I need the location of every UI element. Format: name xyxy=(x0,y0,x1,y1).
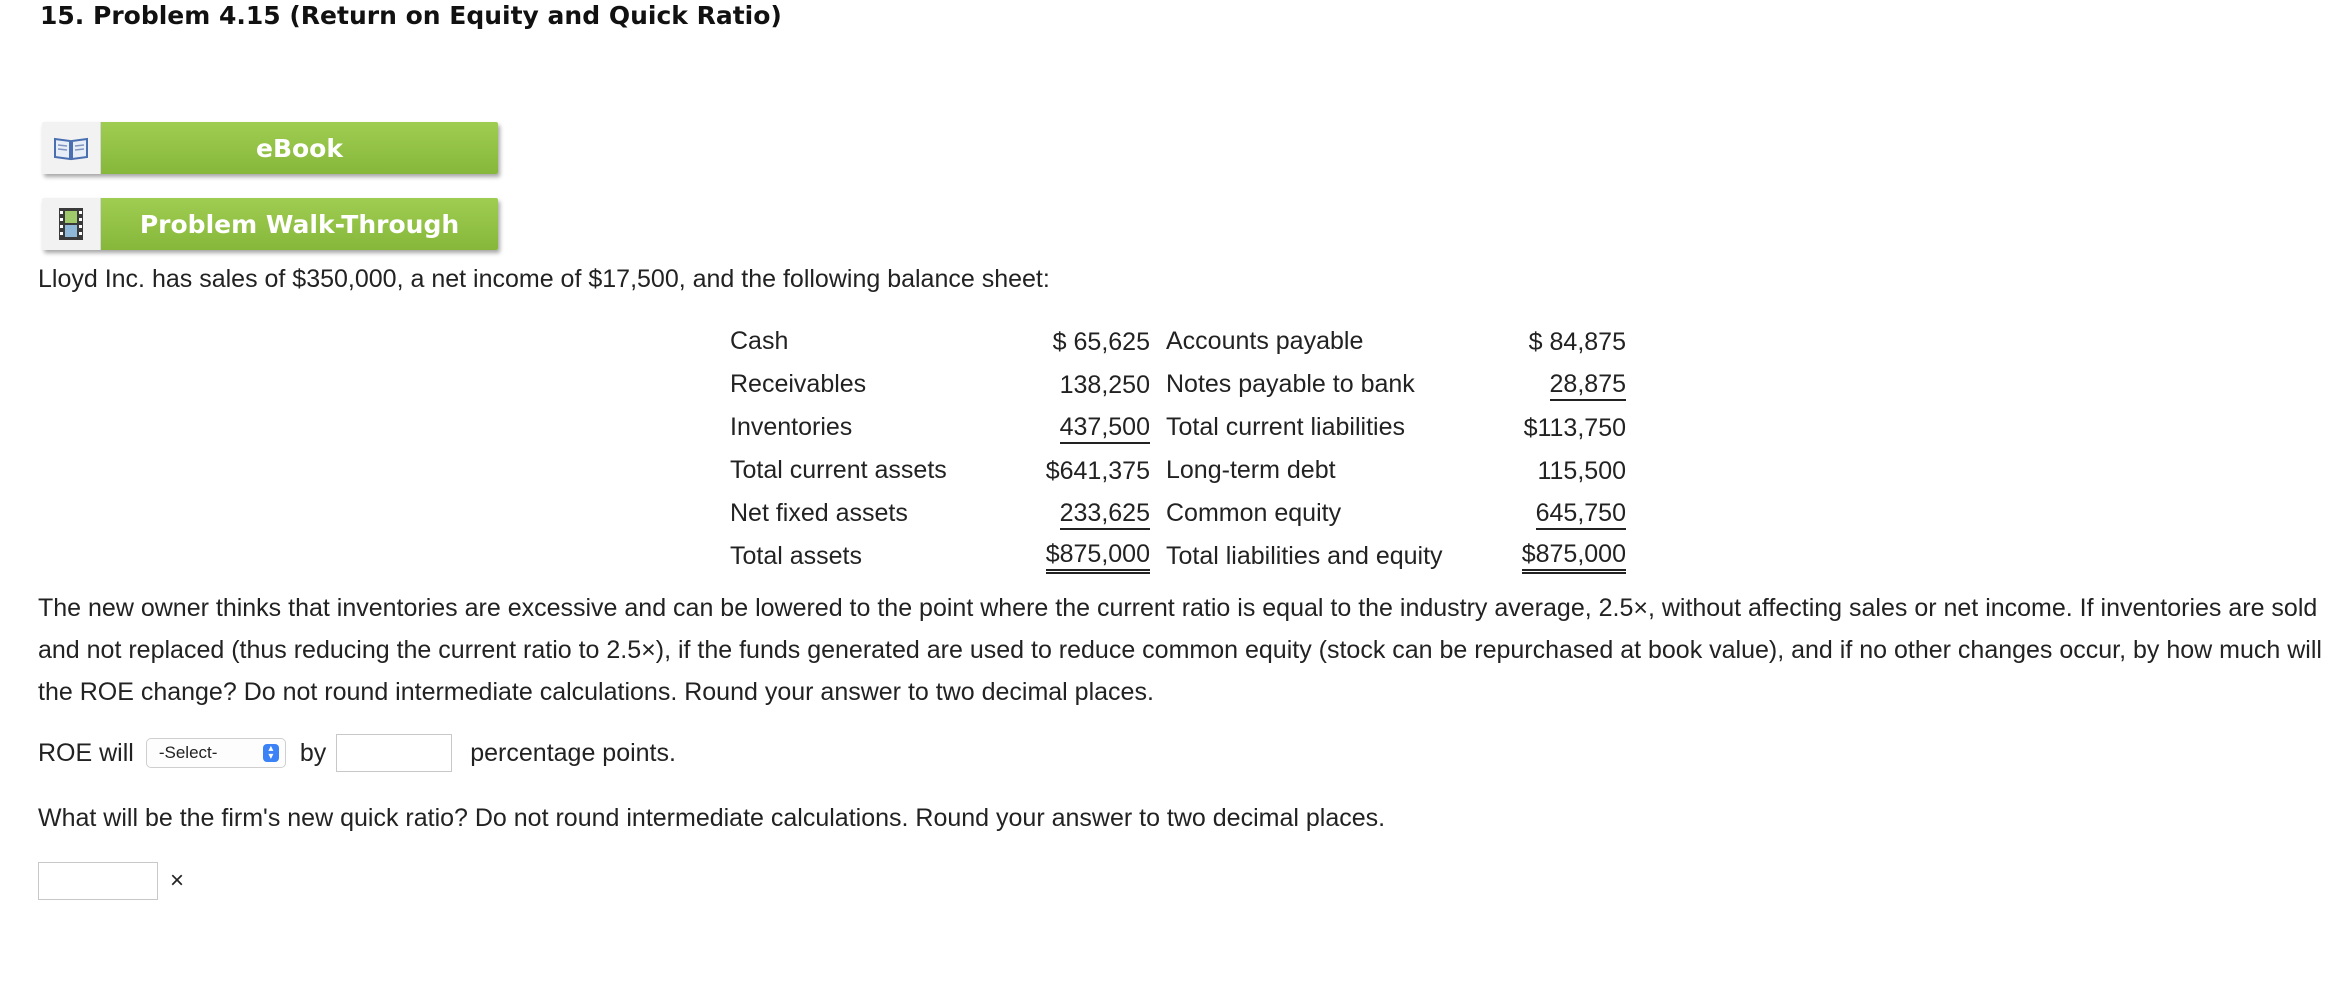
roe-by-label: by xyxy=(299,738,327,767)
intro-text: Lloyd Inc. has sales of $350,000, a net income of $17,500, and the following balance sheet: xyxy=(38,265,1050,293)
liability-label: Total current liabilities xyxy=(1166,413,1405,441)
liability-value: 28,875 xyxy=(1550,369,1626,401)
liability-label: Common equity xyxy=(1166,499,1342,527)
balance-sheet-row xyxy=(720,363,1634,406)
asset-label: Total current assets xyxy=(730,456,947,484)
roe-direction-select[interactable] xyxy=(146,738,286,768)
roe-answer-row xyxy=(38,733,676,773)
asset-value: $641,375 xyxy=(1045,456,1150,485)
quick-ratio-input[interactable] xyxy=(38,862,158,900)
ebook-button[interactable] xyxy=(42,122,498,174)
balance-sheet-row xyxy=(720,320,1634,363)
liability-value: 115,500 xyxy=(1537,456,1626,485)
walkthrough-button[interactable] xyxy=(42,198,498,250)
problem-title: 15. Problem 4.15 (Return on Equity and Quick Ratio) xyxy=(40,1,782,30)
asset-value: 437,500 xyxy=(1060,412,1150,444)
walkthrough-label: Problem Walk-Through xyxy=(101,198,498,250)
film-icon xyxy=(42,198,101,250)
liability-value: $113,750 xyxy=(1523,413,1626,442)
liability-label: Notes payable to bank xyxy=(1166,370,1415,398)
question-text: The new owner thinks that inventories are excessive and can be lowered to the point where the current ratio is equal to the industry average, 2.5×, without affecting sales or net income. If inventories are sold and not replaced (thus reducing the current ratio to 2.5×), if the funds generated are used to reduce common equity (stock can be repurchased at book value), and if no other changes occur, by how much will the ROE change? Do not round intermediate calculations. Round your answer to two decimal places. xyxy=(38,594,2322,706)
quick-ratio-answer-row xyxy=(38,862,184,900)
balance-sheet-row xyxy=(720,492,1634,535)
roe-change-input[interactable] xyxy=(336,734,452,772)
asset-value: $875,000 xyxy=(1046,539,1150,574)
asset-value: 233,625 xyxy=(1060,498,1150,530)
roe-direction-value: -Select- xyxy=(158,743,218,762)
asset-label: Total assets xyxy=(730,542,863,570)
asset-value: 138,250 xyxy=(1059,370,1150,399)
ebook-label: eBook xyxy=(101,122,498,174)
balance-sheet-row xyxy=(720,535,1634,578)
balance-sheet-row xyxy=(720,406,1634,449)
select-arrows-icon: ▴ ▾ xyxy=(263,744,279,762)
balance-sheet-row xyxy=(720,449,1634,492)
asset-value: $ 65,625 xyxy=(1052,327,1150,356)
incorrect-mark-icon: × xyxy=(170,867,185,894)
liability-label: Long-term debt xyxy=(1166,456,1336,484)
asset-label: Cash xyxy=(730,327,789,355)
roe-prefix: ROE will xyxy=(38,738,134,767)
roe-suffix: percentage points. xyxy=(470,738,676,767)
quick-ratio-question: What will be the firm's new quick ratio? Do not round intermediate calculations. Round your answer to two decimal places. xyxy=(38,804,1386,832)
asset-label: Inventories xyxy=(730,413,853,441)
liability-value: $ 84,875 xyxy=(1528,327,1626,356)
liability-value: 645,750 xyxy=(1536,498,1626,530)
balance-sheet-table xyxy=(720,320,1634,578)
liability-label: Total liabilities and equity xyxy=(1166,542,1443,570)
asset-label: Net fixed assets xyxy=(730,499,908,527)
liability-label: Accounts payable xyxy=(1166,327,1364,355)
book-icon xyxy=(42,122,101,174)
liability-value: $875,000 xyxy=(1522,539,1626,574)
asset-label: Receivables xyxy=(730,370,867,398)
